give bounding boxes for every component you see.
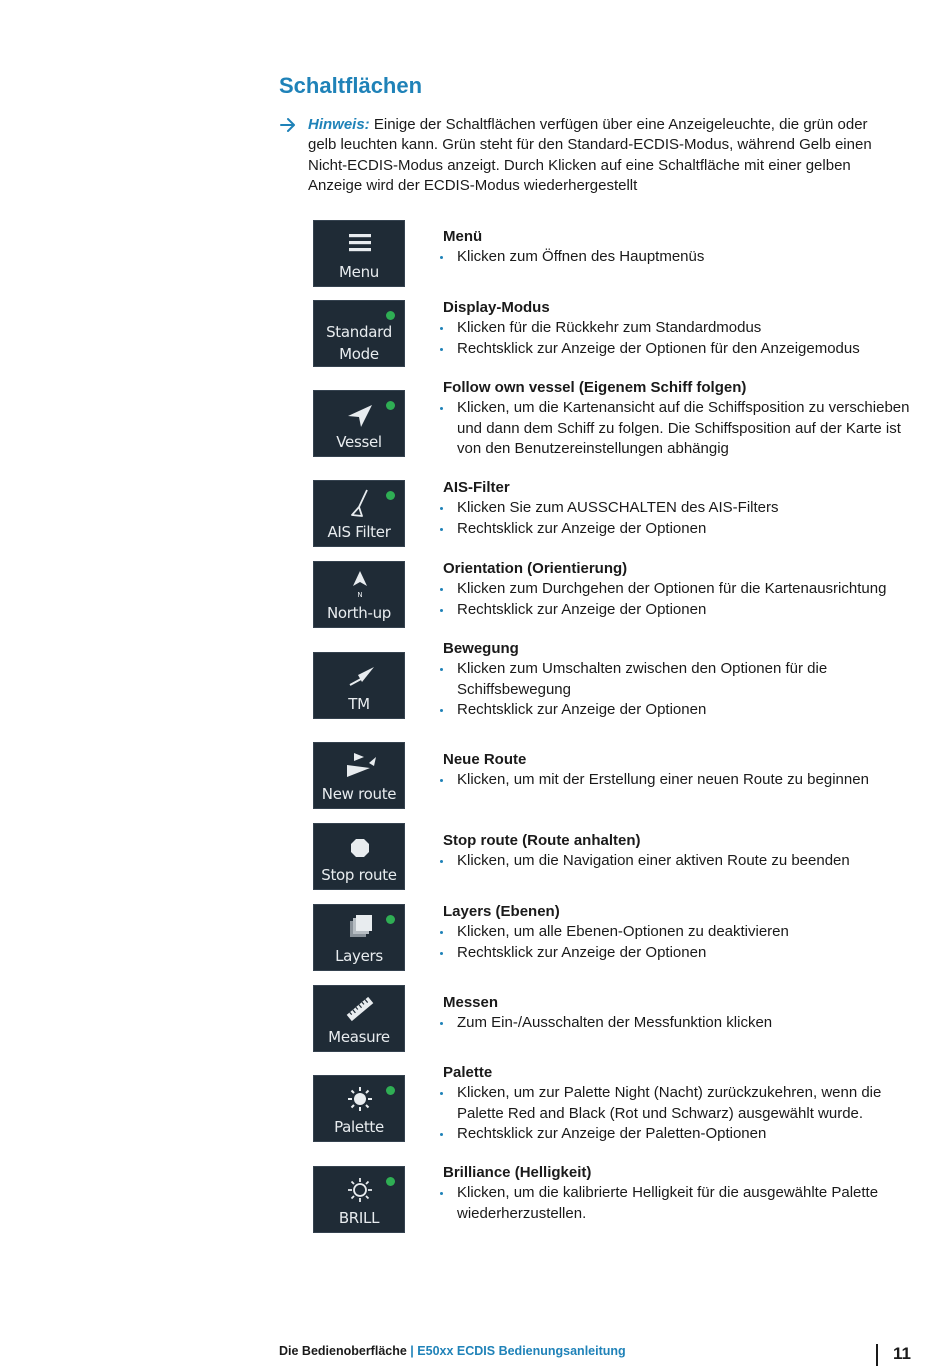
entry-title: Follow own vessel (Eigenem Schiff folgen) [443,379,747,396]
ruler-icon [314,994,406,1024]
layers-button [313,904,405,971]
entry-bullet: Zum Ein-/Ausschalten der Messfunktion klicken [440,1013,910,1033]
button-label: Palette [334,1118,384,1136]
entry-title: Neue Route [443,751,527,768]
entry-display-mode [440,298,910,359]
arrow-right-icon [279,115,297,135]
entry-orientation [440,559,910,620]
entry-bullet: Klicken für die Rückkehr zum Standardmodus [440,318,910,338]
brill-button [313,1166,405,1233]
entry-new-route [440,750,910,791]
stop-octagon-icon [314,832,406,862]
entry-title: Layers (Ebenen) [443,903,560,920]
entry-title: Messen [443,994,499,1011]
entry-bullet: Rechtsklick zur Anzeige der Optionen [440,600,910,620]
stop-route-button [313,823,405,890]
page-number: 11 [893,1344,911,1363]
entry-palette [440,1063,910,1144]
note-text: Einige der Schaltflächen verfügen über eine Anzeigeleuchte, die grün oder gelb leuchten kann. Grün steht für den Standard-ECDIS-Modus, während Gelb einen Nicht-ECDIS-Modus anzeigt. Durch Klicken auf eine Schaltfläche mit einer gelben Anzeige wird der ECDIS-Modus wiederhergestellt [308,116,872,194]
entry-follow-vessel [440,378,910,459]
button-label: Stop route [321,866,397,884]
tm-button [313,652,405,719]
north-arrow-icon [314,570,406,600]
entry-ais-filter [440,478,910,539]
entry-title: AIS-Filter [443,479,510,496]
entry-bullet: Rechtsklick zur Anzeige der Optionen [440,519,910,539]
entry-title: Brilliance (Helligkeit) [443,1164,592,1181]
entry-layers [440,902,910,963]
entry-menu [440,227,910,268]
ais-target-icon [314,489,406,519]
entry-bullet: Klicken zum Öffnen des Hauptmenüs [440,247,910,267]
entry-title: Bewegung [443,640,519,657]
footer-document-title: E50xx ECDIS Bedienungsanleitung [417,1344,626,1358]
button-label-line-1: Standard [326,323,392,341]
button-label: Layers [335,947,383,965]
entry-bullet: Klicken, um die kalibrierte Helligkeit für die ausgewählte Palette wiederherzustellen. [440,1183,910,1224]
page-number-divider [876,1344,878,1366]
layers-icon [314,913,406,943]
green-indicator-light [386,311,395,320]
entry-measure [440,993,910,1034]
entry-bullet: Rechtsklick zur Anzeige der Optionen [440,700,910,720]
menu-button [313,220,405,287]
button-label: BRILL [338,1209,380,1227]
entry-bullet: Klicken zum Umschalten zwischen den Optionen für die Schiffsbewegung [440,659,910,700]
entry-title: Orientation (Orientierung) [443,560,628,577]
footer-separator: | [406,1344,418,1358]
entry-title: Menü [443,228,483,245]
note-block [279,115,899,196]
button-label: Vessel [336,433,382,451]
new-route-icon [314,751,406,781]
page-title: Schaltflächen [279,73,423,98]
entry-bullet: Klicken, um zur Palette Night (Nacht) zurückzukehren, wenn die Palette Red and Black (Rot und Schwarz) ausgewählt wurde. [440,1083,910,1124]
entry-title: Display-Modus [443,299,550,316]
footer-section: Die Bedienoberfläche [279,1344,407,1358]
button-label: New route [321,785,397,803]
button-label-line-2: Mode [339,345,379,363]
button-label: TM [348,695,370,713]
vessel-button [313,390,405,457]
sun-filled-icon [314,1084,406,1114]
button-label: North-up [327,604,391,622]
entry-bullet: Klicken zum Durchgehen der Optionen für die Kartenausrichtung [440,579,910,599]
entry-bullet: Rechtsklick zur Anzeige der Optionen für den Anzeigemodus [440,339,910,359]
palette-button [313,1075,405,1142]
button-label: Measure [328,1028,390,1046]
page-footer [279,1344,626,1358]
button-label: Menu [339,263,379,281]
north-letter: N [357,591,363,599]
note-label: Hinweis: [308,116,370,133]
entry-title: Palette [443,1064,493,1081]
button-label: AIS Filter [327,523,391,541]
entry-bullet: Klicken, um die Navigation einer aktiven Route zu beenden [440,851,910,871]
hamburger-menu-icon [314,229,406,259]
sun-outline-icon [314,1175,406,1205]
entry-bullet: Rechtsklick zur Anzeige der Paletten-Optionen [440,1124,910,1144]
measure-button [313,985,405,1052]
entry-bullet: Rechtsklick zur Anzeige der Optionen [440,943,910,963]
entry-title: Stop route (Route anhalten) [443,832,641,849]
entry-stop-route [440,831,910,872]
entry-bullet: Klicken, um die Kartenansicht auf die Schiffsposition zu verschieben und dann dem Schiff zu folgen. Die Schiffsposition auf der Karte ist von den Benutzereinstellungen abhängig [440,398,910,459]
entry-brilliance [440,1163,910,1224]
new-route-button [313,742,405,809]
vessel-arrow-icon [314,399,406,429]
north-up-button [313,561,405,628]
entry-motion [440,639,910,720]
entry-bullet: Klicken Sie zum AUSSCHALTEN des AIS-Filters [440,498,910,518]
standard-mode-button [313,300,405,367]
ais-filter-button [313,480,405,547]
entry-bullet: Klicken, um mit der Erstellung einer neuen Route zu beginnen [440,770,910,790]
entry-bullet: Klicken, um alle Ebenen-Optionen zu deaktivieren [440,922,910,942]
true-motion-icon [314,661,406,691]
